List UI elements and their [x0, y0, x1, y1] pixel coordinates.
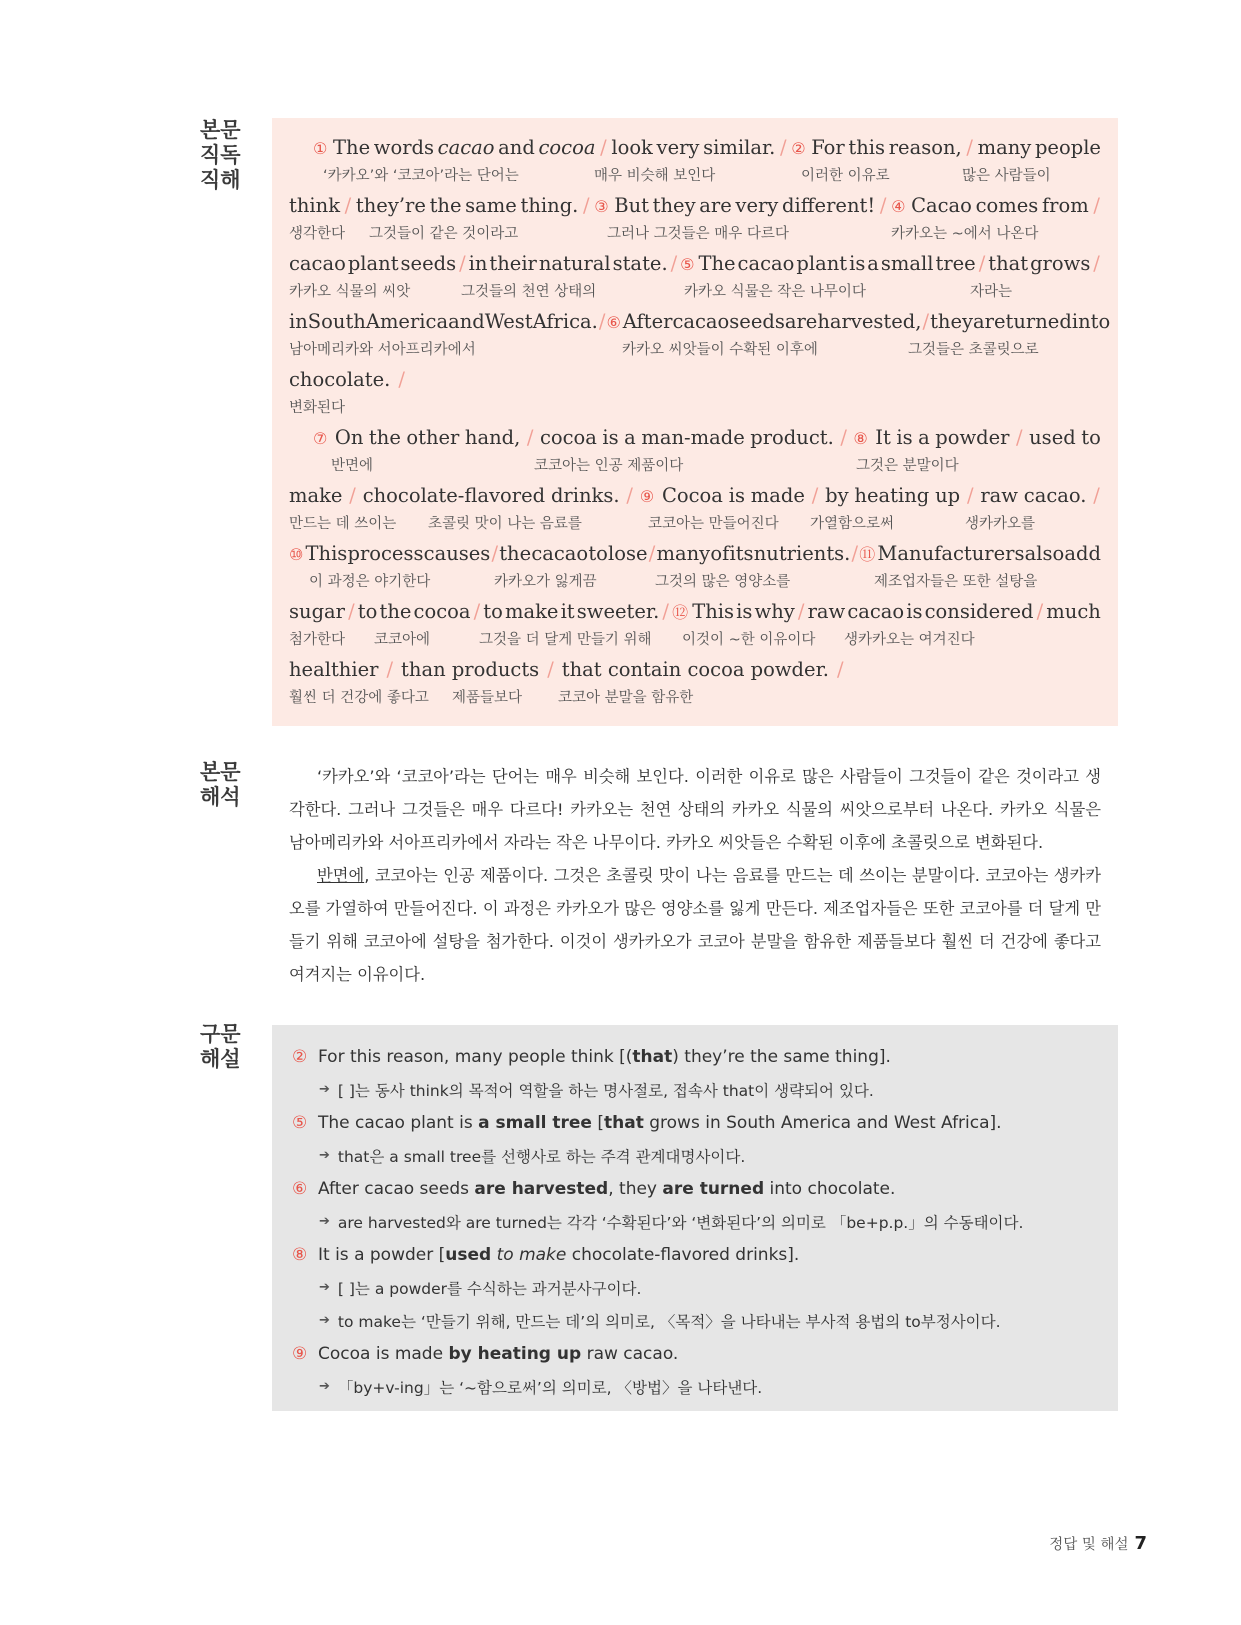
grammar-explanation: ➔ [ ]는 a powder를 수식하는 과거분사구이다.: [319, 1279, 642, 1298]
arrow-icon: ➔: [319, 1313, 330, 1328]
korean-gloss: 초콜릿 맛이 나는 음료를: [428, 516, 582, 532]
korean-gloss: 이러한 이유로: [801, 168, 890, 184]
sentence-number: ②: [292, 1046, 308, 1067]
korean-gloss: 이것이 ~한 이유이다: [682, 632, 816, 648]
korean-gloss: 반면에: [331, 458, 374, 474]
arrow-icon: ➔: [319, 1082, 330, 1097]
korean-gloss: 그것들의 천연 상태의: [461, 284, 597, 300]
korean-gloss-line: [289, 222, 1101, 248]
grammar-sentence: ② For this reason, many people think [(that) they’re the same thing].: [292, 1046, 891, 1067]
translation-paragraph: 반면에, 코코아는 인공 제품이다. 그것은 초콜릿 맛이 나는 음료를 만드는 데 쓰이는 분말이다. 코코아는 생카카오를 가열하여 만들어진다. 이 과정은 카카오가 많은 영양소를 잃게 만든다. 제조업자들은 또한 코코아를 더 달게 만들기 위해 코코아에 설탕을 첨가한다. 이것이 생카카오가 코코아 분말을 함유한 제품들보다 훨씬 더 건강에 좋다고 여겨지는 이유이다.: [289, 866, 1101, 984]
korean-gloss: 카카오는 ~에서 나온다: [891, 226, 1039, 242]
grammar-explanation: ➔ are harvested와 are turned는 각각 ‘수확된다’와 ‘변화된다’의 의미로 「be+p.p.」의 수동태이다.: [319, 1213, 1024, 1232]
grammar-explanation: ➔ to make는 ‘만들기 위해, 만드는 데’의 의미로, 〈목적〉을 나타내는 부사적 용법의 to부정사이다.: [319, 1312, 1001, 1331]
korean-gloss: 첨가한다: [289, 632, 346, 648]
korean-gloss: 남아메리카와 서아프리카에서: [289, 342, 476, 358]
korean-gloss: 가열함으로써: [810, 516, 895, 532]
korean-gloss: 카카오가 잃게끔: [494, 574, 597, 590]
korean-gloss: 코코아는 만들어진다: [648, 516, 779, 532]
reading-line: [289, 132, 1101, 190]
korean-gloss: 만드는 데 쓰이는: [289, 516, 397, 532]
korean-gloss: 그것들은 초콜릿으로: [908, 342, 1039, 358]
korean-gloss: 그러나 그것들은 매우 다르다: [607, 226, 789, 242]
korean-gloss: 많은 사람들이: [962, 168, 1051, 184]
korean-gloss: 자라는: [970, 284, 1013, 300]
grammar-explanation: ➔ [ ]는 동사 think의 목적어 역할을 하는 명사절로, 접속사 that이 생략되어 있다.: [319, 1081, 874, 1100]
korean-gloss: 이 과정은 야기한다: [309, 574, 431, 590]
reading-line: [289, 190, 1101, 248]
korean-gloss-line: [289, 396, 1101, 422]
korean-gloss: 그것의 많은 영양소를: [655, 574, 791, 590]
korean-gloss: 생각한다: [289, 226, 346, 242]
korean-gloss: 그것을 더 달게 만들기 위해: [479, 632, 652, 648]
section-label-reading: 본문 직독 직해: [200, 118, 241, 192]
sentence-number: ⑨: [292, 1343, 308, 1364]
sentence-number: ⑤: [292, 1112, 308, 1133]
reading-line: [289, 654, 1101, 712]
reading-line: [289, 596, 1101, 654]
korean-gloss: ‘카카오’와 ‘코코아’라는 단어는: [323, 168, 519, 184]
korean-gloss: 코코아 분말을 함유한: [558, 690, 694, 706]
korean-gloss: 코코아에: [374, 632, 431, 648]
korean-gloss-line: [289, 338, 1101, 364]
translation-section: [289, 760, 1101, 991]
reading-line: [289, 480, 1101, 538]
english-line: think / they’re the same thing. / ③ But they are very different! / ④ Cacao comes from /: [289, 194, 1100, 217]
english-line: ⑩ This process causes / the cacao to lose / many of its nutrients. / ⑪ Manufacturers also add: [289, 542, 1101, 565]
korean-gloss: 코코아는 인공 제품이다: [534, 458, 684, 474]
korean-gloss-line: [289, 686, 1101, 712]
grammar-explanation: ➔ that은 a small tree를 선행사로 하는 주격 관계대명사이다.: [319, 1147, 746, 1166]
korean-gloss: 카카오 씨앗들이 수확된 이후에: [622, 342, 818, 358]
korean-gloss-line: [289, 512, 1101, 538]
grammar-section: [292, 1040, 1092, 1403]
english-line: chocolate. /: [289, 368, 405, 391]
arrow-icon: ➔: [319, 1379, 330, 1394]
reading-line: [289, 364, 1101, 422]
footer-text: 정답 및 해설: [1049, 1537, 1129, 1553]
reading-line: [289, 538, 1101, 596]
sentence-number: ⑥: [292, 1178, 308, 1199]
page-number: 7: [1134, 1533, 1147, 1554]
grammar-sentence: ⑧ It is a powder [used to make chocolate-flavored drinks].: [292, 1244, 800, 1265]
korean-gloss: 카카오 식물의 씨앗: [289, 284, 411, 300]
korean-gloss-line: [289, 570, 1101, 596]
korean-gloss: 그것들이 같은 것이라고: [369, 226, 519, 242]
reading-section: [289, 132, 1111, 712]
arrow-icon: ➔: [319, 1148, 330, 1163]
english-line: ① The words cacao and cocoa / look very similar. / ② For this reason, / many people: [313, 136, 1101, 159]
translation-paragraph: ‘카카오’와 ‘코코아’라는 단어는 매우 비슷해 보인다. 이러한 이유로 많은 사람들이 그것들이 같은 것이라고 생각한다. 그러나 그것들은 매우 다르다! 카카오는 천연 상태의 카카오 식물의 씨앗으로부터 나온다. 카카오 식물은 남아메리카와 서아프리카에서 자라는 작은 나무이다. 카카오 씨앗들은 수확된 이후에 초콜릿으로 변화된다.: [289, 767, 1101, 852]
english-line: make / chocolate-flavored drinks. / ⑨ Cocoa is made / by heating up / raw cacao. /: [289, 484, 1100, 507]
korean-gloss: 훨씬 더 건강에 좋다고: [289, 690, 429, 706]
korean-gloss: 제조업자들은 또한 설탕을: [874, 574, 1038, 590]
section-label-grammar: 구문 해설: [200, 1022, 241, 1071]
section-label-translation: 본문 해석: [200, 760, 241, 809]
grammar-explanation: ➔ 「by+v-ing」는 ‘~함으로써’의 의미로, 〈방법〉을 나타낸다.: [319, 1378, 763, 1397]
english-line: healthier / than products / that contain cocoa powder. /: [289, 658, 844, 681]
korean-gloss: 변화된다: [289, 400, 346, 416]
korean-gloss: 제품들보다: [452, 690, 523, 706]
grammar-sentence: ⑥ After cacao seeds are harvested, they are turned into chocolate.: [292, 1178, 896, 1199]
english-line: ⑦ On the other hand, / cocoa is a man-made product. / ⑧ It is a powder / used to: [313, 426, 1101, 449]
reading-line: [289, 422, 1101, 480]
korean-gloss-line: [289, 164, 1101, 190]
korean-gloss: 그것은 분말이다: [856, 458, 959, 474]
korean-gloss: 생카카오를: [965, 516, 1036, 532]
reading-line: [289, 248, 1101, 306]
page-footer: [1049, 1533, 1147, 1554]
arrow-icon: ➔: [319, 1214, 330, 1229]
reading-line: [289, 306, 1111, 364]
english-line: sugar / to the cocoa / to make it sweeter. / ⑫ This is why / raw cacao is considered / much: [289, 600, 1101, 623]
korean-gloss: 생카카오는 여겨진다: [844, 632, 975, 648]
korean-gloss-line: [289, 454, 1101, 480]
grammar-sentence: ⑤ The cacao plant is a small tree [that grows in South America and West Africa].: [292, 1112, 1002, 1133]
korean-gloss: 카카오 식물은 작은 나무이다: [684, 284, 866, 300]
korean-gloss-line: [289, 280, 1101, 306]
sentence-number: ⑧: [292, 1244, 308, 1265]
korean-gloss-line: [289, 628, 1101, 654]
korean-gloss: 매우 비슷해 보인다: [594, 168, 716, 184]
arrow-icon: ➔: [319, 1280, 330, 1295]
grammar-sentence: ⑨ Cocoa is made by heating up raw cacao.: [292, 1343, 679, 1364]
english-line: in South America and West Africa. / ⑥ After cacao seeds are harvested, / they are turned into: [289, 310, 1111, 333]
english-line: cacao plant seeds / in their natural state. / ⑤ The cacao plant is a small tree / that grows /: [289, 252, 1100, 275]
